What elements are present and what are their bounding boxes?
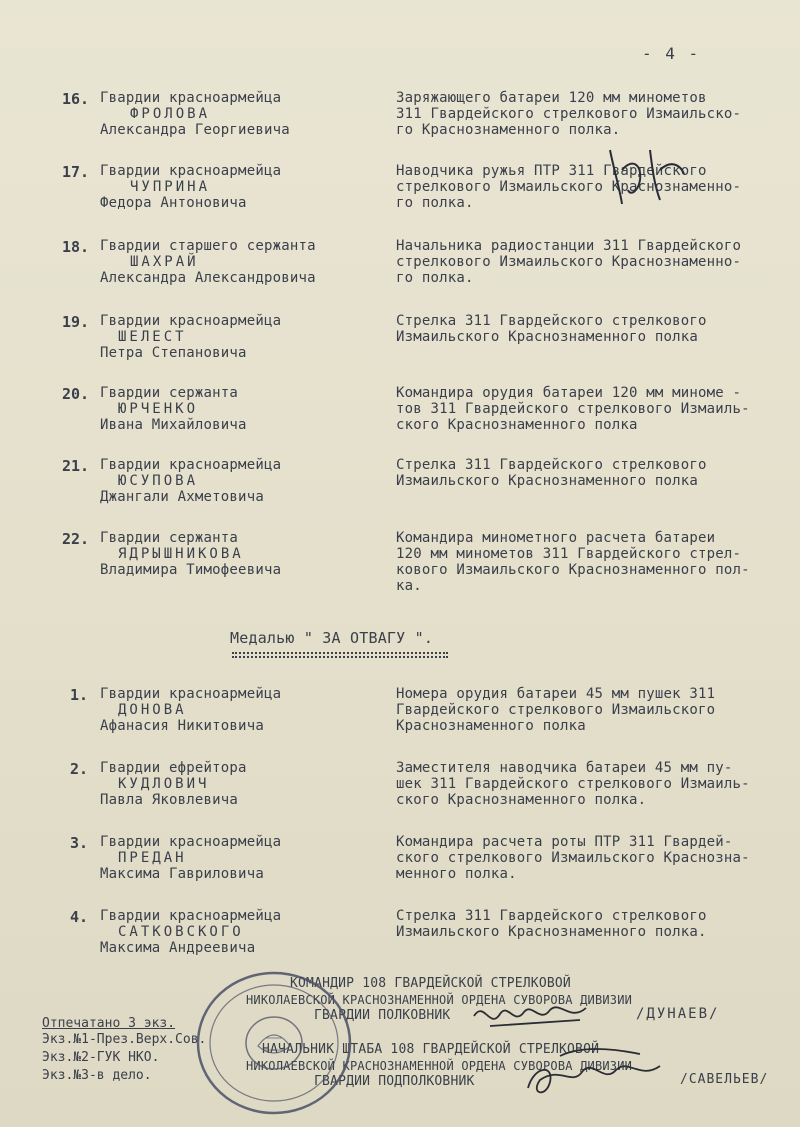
handwritten-mark <box>600 140 690 210</box>
entry-duty-line: Стрелка 311 Гвардейского стрелкового <box>396 908 707 924</box>
commander-title-line: КОМАНДИР 108 ГВАРДЕЙСКОЙ СТРЕЛКОВОЙ <box>290 976 571 991</box>
entry-surname: ЮСУПОВА <box>118 473 199 489</box>
entry-given-name: Павла Яковлевича <box>100 792 239 808</box>
entry-rank: Гвардии сержанта <box>100 385 239 401</box>
commander-title-line: ГВАРДИИ ПОЛКОВНИК <box>314 1008 451 1023</box>
entry-surname: КУДЛОВИЧ <box>118 776 210 792</box>
entry-number: 3. <box>70 834 89 852</box>
entry-given-name: Максима Гавриловича <box>100 866 264 882</box>
entry-duty-line: Измаильского Краснознаменного полка <box>396 473 699 489</box>
entry-duty-line: стрелкового Измаильского Краснознаменно- <box>396 254 742 270</box>
entry-duty-line: Стрелка 311 Гвардейского стрелкового <box>396 313 707 329</box>
entry-number: 16. <box>62 90 90 108</box>
entry-duty-line: го Краснознаменного полка. <box>396 122 621 138</box>
entry-rank: Гвардии красноармейца <box>100 686 282 702</box>
entry-duty-line: 311 Гвардейского стрелкового Измаильско- <box>396 106 742 122</box>
entry-number: 18. <box>62 238 90 256</box>
entry-given-name: Ивана Михайловича <box>100 417 247 433</box>
entry-duty-line: стрелкового Измаильского Краснознаменно- <box>396 179 742 195</box>
chief-title-line: НАЧАЛЬНИК ШТАБА 108 ГВАРДЕЙСКОЙ СТРЕЛКОВОЙ <box>262 1042 600 1057</box>
entry-duty-line: го полка. <box>396 195 474 211</box>
entry-duty-line: Начальника радиостанции 311 Гвардейского <box>396 238 742 254</box>
entry-duty-line: Измаильского Краснознаменного полка. <box>396 924 707 940</box>
entry-surname: ЮРЧЕНКО <box>118 401 199 417</box>
entry-given-name: Афанасия Никитовича <box>100 718 264 734</box>
commander-name: /ДУНАЕВ/ <box>636 1006 720 1022</box>
entry-duty-line: Командира расчета роты ПТР 311 Гвардей- <box>396 834 733 850</box>
entry-surname: САТКОВСКОГО <box>118 924 244 940</box>
entry-rank: Гвардии красноармейца <box>100 313 282 329</box>
official-stamp <box>194 968 354 1118</box>
entry-number: 1. <box>70 686 89 704</box>
entry-given-name: Петра Степановича <box>100 345 247 361</box>
entry-duty-line: кового Измаильского Краснознаменного пол- <box>396 562 750 578</box>
entry-given-name: Джангали Ахметовича <box>100 489 264 505</box>
entry-duty-line: ского Краснознаменного полка <box>396 417 638 433</box>
chief-signature <box>520 1036 670 1106</box>
entry-duty-line: Стрелка 311 Гвардейского стрелкового <box>396 457 707 473</box>
entry-number: 2. <box>70 760 89 778</box>
entry-rank: Гвардии старшего сержанта <box>100 238 316 254</box>
entry-duty-line: ка. <box>396 578 422 594</box>
entry-rank: Гвардии красноармейца <box>100 834 282 850</box>
entry-duty-line: ского стрелкового Измаильского Краснозна- <box>396 850 750 866</box>
entry-duty-line: шек 311 Гвардейского стрелкового Измаиль- <box>396 776 750 792</box>
entry-number: 4. <box>70 908 89 926</box>
entry-rank: Гвардии ефрейтора <box>100 760 247 776</box>
entry-surname: ЯДРЫШНИКОВА <box>118 546 244 562</box>
entry-number: 19. <box>62 313 90 331</box>
entry-given-name: Максима Андреевича <box>100 940 256 956</box>
entry-number: 21. <box>62 457 90 475</box>
entry-rank: Гвардии красноармейца <box>100 163 282 179</box>
entry-duty-line: менного полка. <box>396 866 517 882</box>
footer-line: Экз.№2-ГУК НКО. <box>42 1050 160 1065</box>
entry-surname: ДОНОВА <box>118 702 187 718</box>
commander-signature <box>470 996 600 1036</box>
entry-rank: Гвардии красноармейца <box>100 908 282 924</box>
entry-duty-line: 120 мм минометов 311 Гвардейского стрел- <box>396 546 742 562</box>
entry-duty-line: Номера орудия батареи 45 мм пушек 311 <box>396 686 716 702</box>
entry-number: 20. <box>62 385 90 403</box>
entry-duty-line: Гвардейского стрелкового Измаильского <box>396 702 716 718</box>
entry-duty-line: Заместителя наводчика батареи 45 мм пу- <box>396 760 733 776</box>
entry-duty-line: Заряжающего батареи 120 мм минометов <box>396 90 707 106</box>
entry-rank: Гвардии сержанта <box>100 530 239 546</box>
chief-title-line: НИКОЛАЕВСКОЙ КРАСНОЗНАМЕННОЙ ОРДЕНА СУВОРОВА ДИВИЗИИ <box>246 1059 633 1073</box>
entry-given-name: Федора Антоновича <box>100 195 247 211</box>
entry-rank: Гвардии красноармейца <box>100 457 282 473</box>
section-heading: Медалью " ЗА ОТВАГУ ". <box>230 629 434 647</box>
entry-duty-line: го полка. <box>396 270 474 286</box>
entry-duty-line: Измаильского Краснознаменного полка <box>396 329 699 345</box>
entry-surname: ПРЕДАН <box>118 850 187 866</box>
entry-surname: ШЕЛЕСТ <box>118 329 187 345</box>
entry-duty-line: Наводчика ружья ПТР 311 Гвардейского <box>396 163 707 179</box>
entry-duty-line: Краснознаменного полка <box>396 718 586 734</box>
commander-title-line: НИКОЛАЕВСКОЙ КРАСНОЗНАМЕННОЙ ОРДЕНА СУВОРОВА ДИВИЗИИ <box>246 993 633 1007</box>
entry-surname: ФРОЛОВА <box>130 106 211 122</box>
heading-underline <box>232 656 448 658</box>
chief-name: /САВЕЛЬЕВ/ <box>680 1072 769 1087</box>
entry-surname: ШАХРАЙ <box>130 254 199 270</box>
entry-duty-line: Командира орудия батареи 120 мм миноме - <box>396 385 742 401</box>
footer-line: Экз.№1-През.Верх.Сов. <box>42 1032 207 1047</box>
chief-title-line: ГВАРДИИ ПОДПОЛКОВНИК <box>314 1074 475 1089</box>
entry-duty-line: тов 311 Гвардейского стрелкового Измаиль- <box>396 401 750 417</box>
entry-surname: ЧУПРИНА <box>130 179 211 195</box>
entry-number: 22. <box>62 530 90 548</box>
entry-number: 17. <box>62 163 90 181</box>
footer-line: Экз.№3-в дело. <box>42 1068 152 1083</box>
page-number: - 4 - <box>642 44 701 63</box>
entry-duty-line: Командира минометного расчета батареи <box>396 530 716 546</box>
footer-line: Отпечатано 3 экз. <box>42 1016 176 1031</box>
entry-given-name: Александра Георгиевича <box>100 122 290 138</box>
heading-underline <box>232 652 448 654</box>
entry-duty-line: ского Краснознаменного полка. <box>396 792 647 808</box>
entry-rank: Гвардии красноармейца <box>100 90 282 106</box>
entry-given-name: Владимира Тимофеевича <box>100 562 282 578</box>
entry-given-name: Александра Александровича <box>100 270 316 286</box>
